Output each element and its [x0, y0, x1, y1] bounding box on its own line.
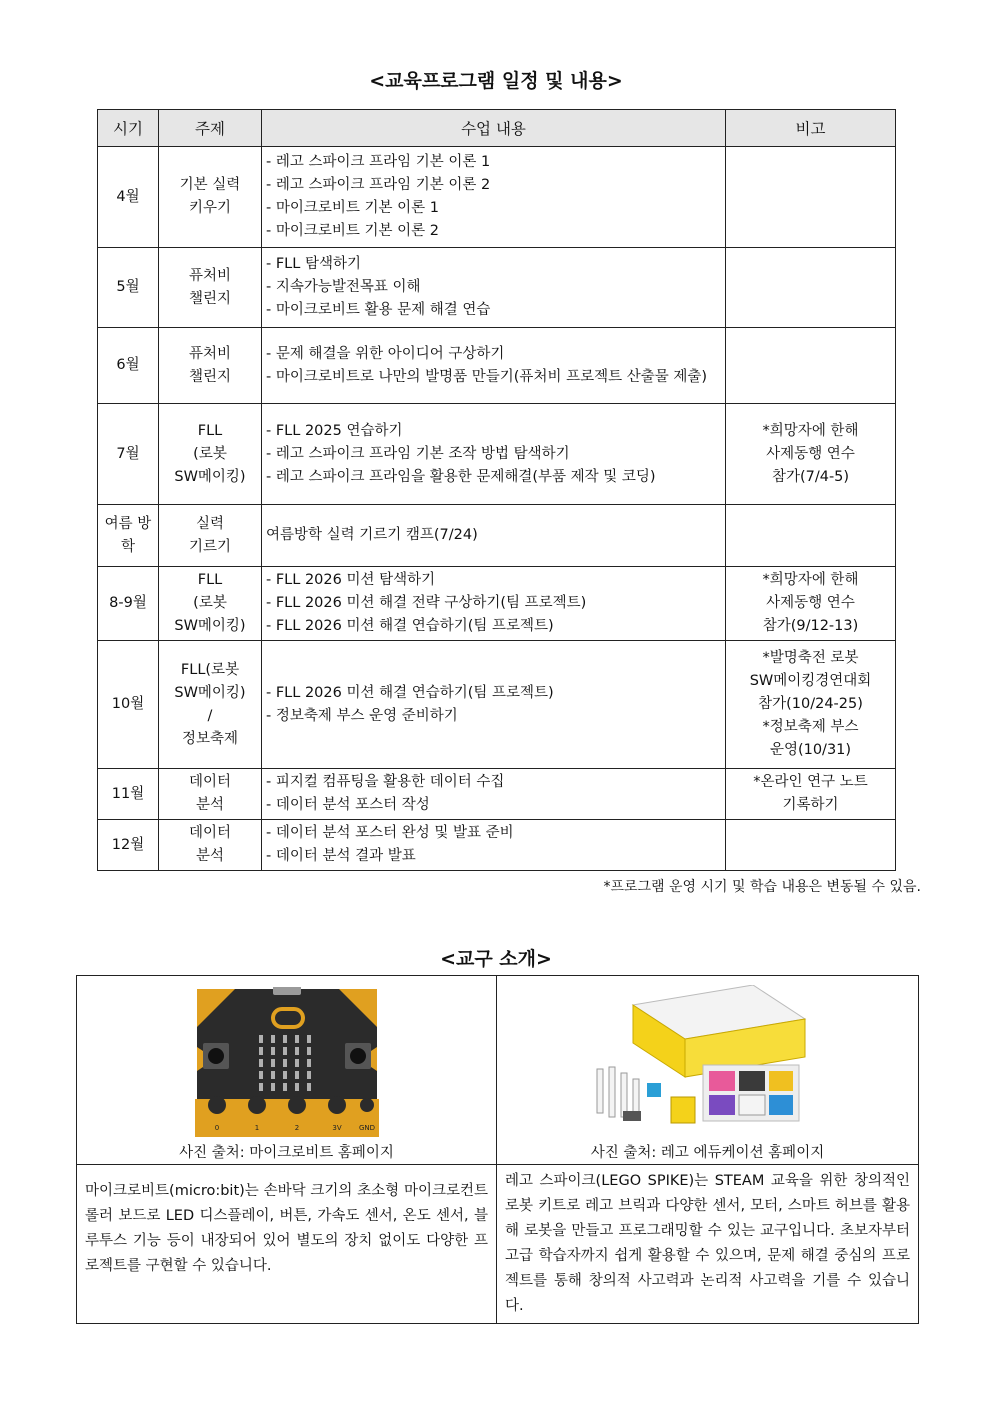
content-item: - 데이터 분석 포스터 작성	[266, 797, 430, 813]
microbit-description: 마이크로비트(micro:bit)는 손바닥 크기의 초소형 마이크로컨트롤러 보드로 LED 디스플레이, 버튼, 가속도 센서, 온도 센서, 블루투스 기능 등이 내장되어 있어 별도의 장치 없이도 다양한 프로젝트를 구현할 수 있습니다.	[77, 1165, 497, 1324]
row-content	[262, 147, 726, 248]
led	[295, 1035, 299, 1043]
content-item: - 데이터 분석 포스터 완성 및 발표 준비	[266, 825, 514, 841]
row-topic	[159, 820, 262, 871]
topic-line: 데이터	[188, 774, 232, 790]
schedule-row	[98, 567, 896, 641]
topic-line: 분석	[195, 848, 224, 864]
row-period: 5월	[98, 248, 159, 328]
row-topic	[159, 328, 262, 404]
row-note	[726, 505, 896, 567]
row-topic	[159, 567, 262, 641]
schedule-title: <교육프로그램 일정 및 내용>	[369, 70, 623, 92]
schedule-row	[98, 248, 896, 328]
row-note	[726, 328, 896, 404]
content-item: - 레고 스파이크 프라임 기본 이론 2	[266, 177, 491, 193]
header-period: 시기	[98, 110, 159, 147]
content-item: - 문제 해결을 위한 아이디어 구상하기	[266, 345, 505, 362]
topic-line: (로봇	[193, 445, 227, 462]
content-item: - 피지컬 컴퓨팅을 활용한 데이터 수집	[266, 774, 505, 790]
topic-line: 챌린지	[188, 368, 232, 385]
schedule-table	[97, 109, 896, 871]
content-item: - FLL 탐색하기	[266, 256, 361, 272]
topic-line: (로봇	[193, 595, 227, 611]
row-topic	[159, 248, 262, 328]
led	[271, 1071, 275, 1079]
content-item: - FLL 2026 미션 해결 연습하기(팀 프로젝트)	[266, 684, 554, 701]
note-line: *발명축전 로봇	[762, 650, 859, 666]
schedule-row	[98, 505, 896, 567]
note-line: 참가(7/4-5)	[771, 468, 850, 485]
row-period: 10월	[98, 641, 159, 769]
content-item: - 정보축제 부스 운영 준비하기	[266, 707, 458, 724]
pin-hole	[248, 1096, 266, 1114]
microbit-caption: 사진 출처: 마이크로비트 홈페이지	[179, 1145, 394, 1161]
pin-label: 0	[214, 1124, 219, 1132]
led	[283, 1083, 287, 1091]
header-note: 비고	[726, 110, 896, 147]
topic-line: 분석	[195, 797, 224, 813]
row-topic	[159, 641, 262, 769]
pin-label: 2	[294, 1124, 299, 1132]
microbit-image	[195, 987, 379, 1137]
led	[307, 1047, 311, 1055]
row-content	[262, 641, 726, 769]
note-line: 운영(10/31)	[769, 742, 852, 758]
lego-image-cell	[497, 976, 919, 1165]
led	[259, 1071, 263, 1079]
lego-caption: 사진 출처: 레고 에듀케이션 홈페이지	[590, 1145, 825, 1161]
led	[259, 1035, 263, 1043]
tools-title: <교구 소개>	[440, 948, 552, 970]
led	[295, 1083, 299, 1091]
topic-line: FLL	[197, 422, 223, 439]
topic-line: /	[207, 707, 213, 724]
schedule-header-row	[98, 110, 896, 147]
note-line: 사제동행 연수	[766, 445, 855, 462]
led	[283, 1035, 287, 1043]
topic-line: SW메이킹)	[174, 684, 246, 701]
content-item: - 데이터 분석 결과 발표	[266, 848, 416, 864]
content-item: - FLL 2026 미션 탐색하기	[266, 572, 436, 588]
row-note	[726, 248, 896, 328]
content-item: - FLL 2026 미션 해결 전략 구상하기(팀 프로젝트)	[266, 595, 587, 611]
led	[259, 1083, 263, 1091]
schedule-footnote: *프로그램 운영 시기 및 학습 내용은 변동될 수 있음.	[603, 879, 921, 895]
row-content	[262, 505, 726, 567]
pin-label: 1	[254, 1124, 259, 1132]
row-note	[726, 147, 896, 248]
led	[283, 1071, 287, 1079]
led	[307, 1059, 311, 1067]
topic-line: FLL	[197, 572, 223, 588]
schedule-row	[98, 769, 896, 820]
content-item: - FLL 2025 연습하기	[266, 422, 403, 439]
row-content	[262, 769, 726, 820]
row-content	[262, 567, 726, 641]
microbit-image-cell	[77, 976, 497, 1165]
topic-line: 퓨처비	[188, 345, 232, 362]
row-note	[726, 404, 896, 505]
topic-line: 챌린지	[188, 290, 232, 307]
led	[307, 1071, 311, 1079]
topic-line: 키우기	[188, 200, 232, 216]
note-line: 사제동행 연수	[766, 595, 855, 611]
topic-line: 기르기	[188, 538, 232, 555]
schedule-row	[98, 820, 896, 871]
led	[271, 1035, 275, 1043]
header-content: 수업 내용	[262, 110, 726, 147]
led	[295, 1059, 299, 1067]
schedule-row	[98, 147, 896, 248]
row-topic	[159, 147, 262, 248]
schedule-body	[98, 147, 896, 871]
led	[307, 1083, 311, 1091]
content-item: 여름방학 실력 기르기 캠프(7/24)	[266, 527, 478, 543]
pin-hole	[360, 1098, 374, 1112]
row-period: 12월	[98, 820, 159, 871]
row-topic	[159, 505, 262, 567]
row-period: 8-9월	[98, 567, 159, 641]
row-period: 여름 방학	[98, 505, 159, 567]
lego-image	[593, 985, 823, 1135]
topic-line: SW메이킹)	[174, 468, 246, 485]
content-item: - 지속가능발전목표 이해	[266, 279, 421, 295]
row-content	[262, 328, 726, 404]
led	[295, 1071, 299, 1079]
pin-hole	[288, 1096, 306, 1114]
content-item: - 마이크로비트 기본 이론 2	[266, 223, 439, 239]
note-line: SW메이킹경연대회	[749, 673, 872, 689]
row-note	[726, 820, 896, 871]
content-item: - 레고 스파이크 프라임 기본 조작 방법 탐색하기	[266, 445, 570, 462]
led	[271, 1059, 275, 1067]
row-note	[726, 641, 896, 769]
led	[295, 1047, 299, 1055]
led	[307, 1035, 311, 1043]
row-topic	[159, 769, 262, 820]
led	[271, 1083, 275, 1091]
led	[283, 1047, 287, 1055]
content-item: - 마이크로비트 활용 문제 해결 연습	[266, 302, 491, 318]
note-line: 참가(9/12-13)	[762, 618, 859, 634]
topic-line: 정보축제	[181, 730, 239, 747]
note-line: 기록하기	[782, 797, 839, 813]
content-item: - 마이크로비트 기본 이론 1	[266, 200, 439, 216]
row-content	[262, 248, 726, 328]
led	[283, 1059, 287, 1067]
topic-line: 실력	[195, 515, 224, 532]
topic-line: 기본 실력	[179, 177, 241, 193]
pin-hole	[208, 1096, 226, 1114]
topic-line: FLL(로봇	[180, 661, 240, 678]
content-item: - 레고 스파이크 프라임 기본 이론 1	[266, 154, 491, 170]
content-item: - 레고 스파이크 프라임을 활용한 문제해결(부품 제작 및 코딩)	[266, 468, 656, 485]
row-period: 6월	[98, 328, 159, 404]
pin-hole	[328, 1096, 346, 1114]
row-note	[726, 567, 896, 641]
schedule-row	[98, 641, 896, 769]
row-period: 11월	[98, 769, 159, 820]
pin-label: 3V	[331, 1124, 342, 1132]
note-line: *희망자에 한해	[762, 422, 859, 439]
led	[259, 1059, 263, 1067]
led	[271, 1047, 275, 1055]
pin-label: GND	[358, 1124, 375, 1132]
row-note	[726, 769, 896, 820]
topic-line: 퓨처비	[188, 267, 232, 284]
content-item: - FLL 2026 미션 해결 연습하기(팀 프로젝트)	[266, 618, 554, 634]
row-period: 4월	[98, 147, 159, 248]
schedule-row	[98, 328, 896, 404]
row-topic	[159, 404, 262, 505]
topic-line: 데이터	[188, 825, 232, 841]
led	[259, 1047, 263, 1055]
note-line: *희망자에 한해	[762, 572, 859, 588]
note-line: *정보축제 부스	[762, 719, 859, 735]
row-content	[262, 820, 726, 871]
row-period: 7월	[98, 404, 159, 505]
lego-description: 레고 스파이크(LEGO SPIKE)는 STEAM 교육을 위한 창의적인 로봇 키트로 레고 브릭과 다양한 센서, 모터, 스마트 허브를 활용해 로봇을 만들고 프로그래밍할 수 있는 교구입니다. 초보자부터 고급 학습자까지 쉽게 활용할 수 있으며, 문제 해결 중심의 프로젝트를 통해 창의적 사고력과 논리적 사고력을 기를 수 있습니다.	[497, 1165, 919, 1324]
content-item: - 마이크로비트로 나만의 발명품 만들기(퓨처비 프로젝트 산출물 제출)	[266, 368, 708, 385]
tools-table	[76, 975, 919, 1324]
header-topic: 주제	[159, 110, 262, 147]
note-line: 참가(10/24-25)	[758, 696, 863, 712]
row-content	[262, 404, 726, 505]
topic-line: SW메이킹)	[174, 618, 246, 634]
note-line: *온라인 연구 노트	[753, 774, 868, 790]
schedule-row	[98, 404, 896, 505]
